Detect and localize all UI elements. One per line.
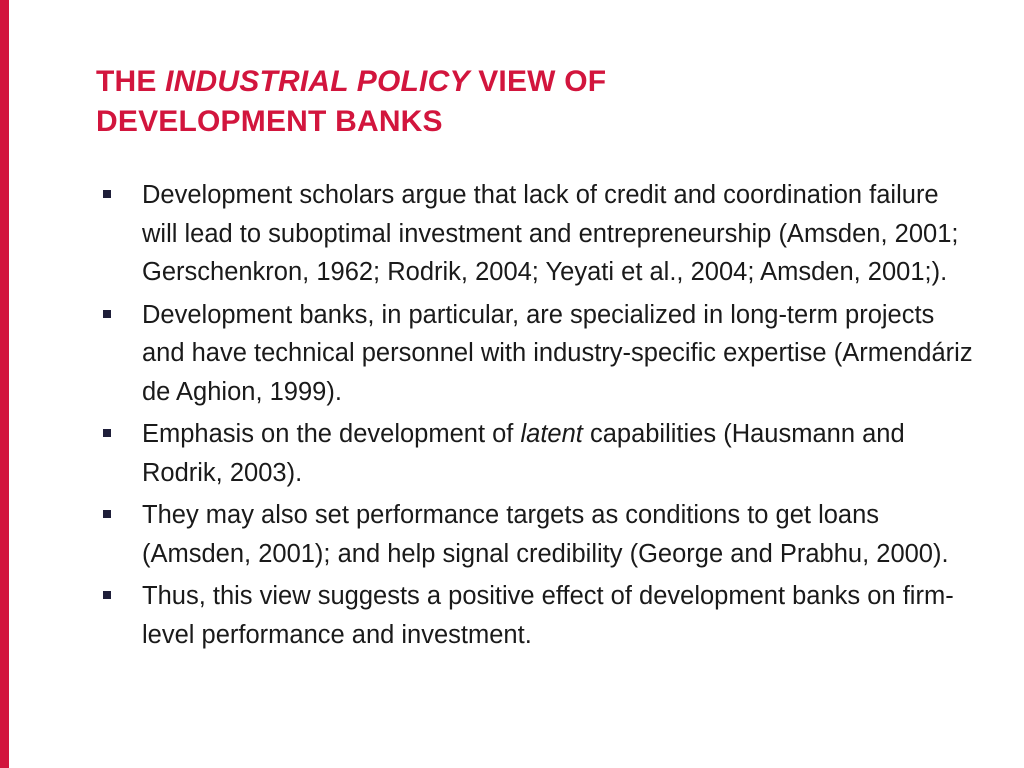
bullet-item: [100, 496, 980, 573]
bullet-text: They may also set performance targets as conditions to get loans (Amsden, 2001); and help signal credibility (George and Prabhu, 2000).: [142, 501, 949, 568]
bullet-text: Thus, this view suggests a positive effect of development banks on firm-level performance and investment.: [142, 582, 954, 649]
bullet-text-pre: Emphasis on the development of: [142, 420, 521, 448]
slide-title: [96, 62, 606, 142]
bullet-text-post: capabilities (Hausmann and Rodrik, 2003).: [142, 420, 905, 487]
square-bullet-icon: [103, 510, 111, 518]
left-accent-bar: [0, 0, 9, 768]
bullet-item: [100, 176, 980, 292]
bullet-item: [100, 296, 980, 412]
bullet-item: [100, 577, 980, 654]
bullet-item: [100, 415, 980, 492]
bullet-text: Development scholars argue that lack of credit and coordination failure will lead to suboptimal investment and entrepreneurship (Amsden, 2001; Gerschenkron, 1962; Rodrik, 2004; Yeyati et al., 2004; Amsden, 2001;).: [142, 181, 959, 286]
title-emphasis: INDUSTRIAL POLICY: [165, 65, 470, 98]
title-line-1: [96, 62, 606, 102]
bullet-list: [100, 176, 980, 658]
title-line-2: DEVELOPMENT BANKS: [96, 105, 443, 138]
square-bullet-icon: [103, 429, 111, 437]
square-bullet-icon: [103, 591, 111, 599]
bullet-text-emphasis: latent: [520, 420, 583, 448]
title-prefix: THE: [96, 65, 166, 98]
square-bullet-icon: [103, 310, 111, 318]
bullet-text: Development banks, in particular, are specialized in long-term projects and have technical personnel with industry-specific expertise (Armendáriz de Aghion, 1999).: [142, 300, 973, 406]
title-suffix: VIEW OF: [469, 65, 607, 98]
square-bullet-icon: [103, 190, 111, 198]
